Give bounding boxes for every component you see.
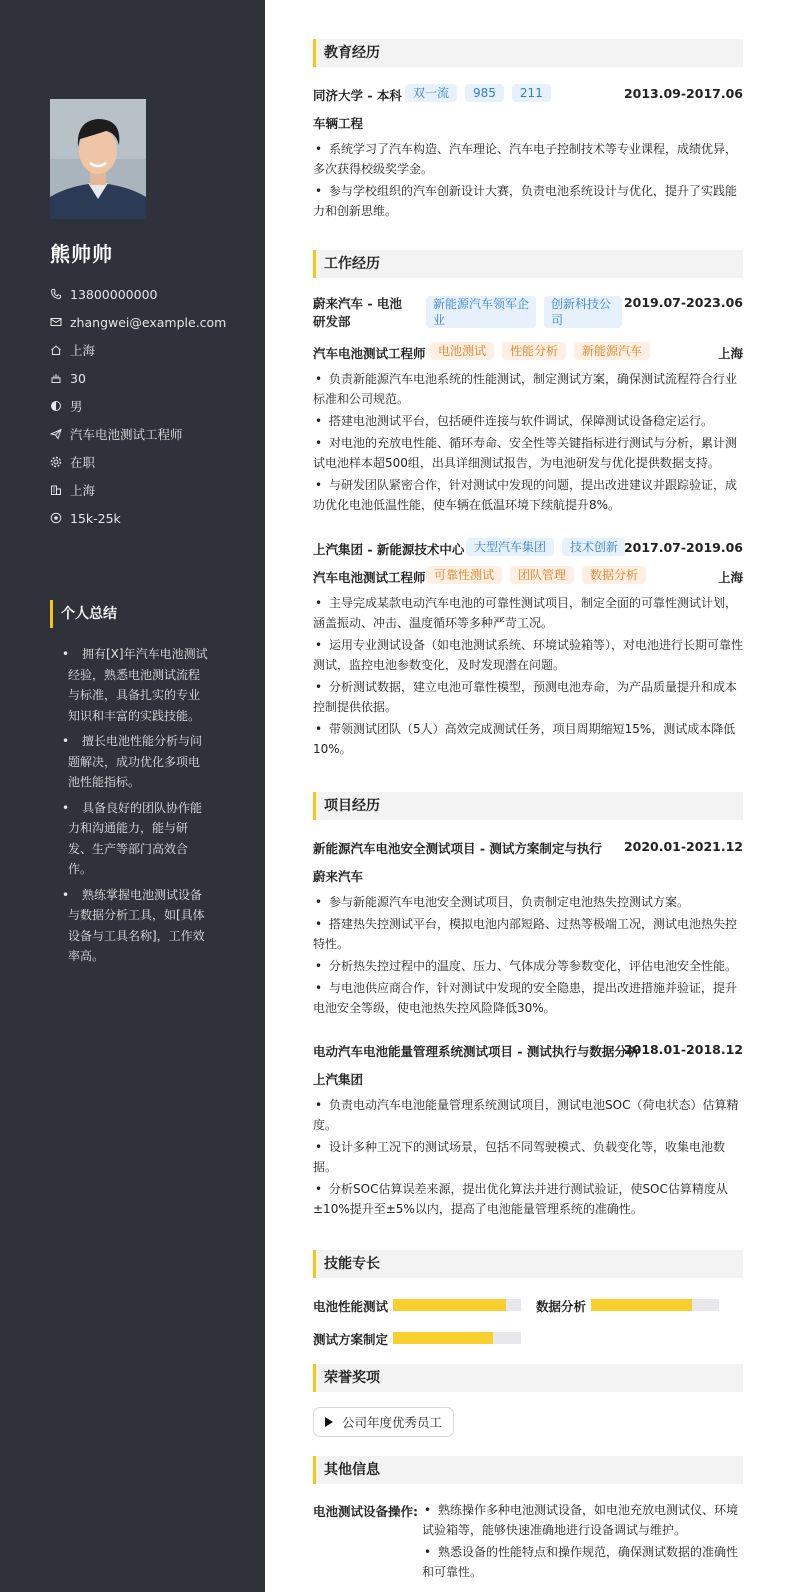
summary-item: • 擅长电池性能分析与问题解决，成功优化多项电池性能指标。 [60,731,210,793]
project-duty: • 分析热失控过程中的温度、压力、气体成分等参数变化，评估电池安全性能。 [313,956,743,976]
job-company: 蔚来汽车 - 电池研发部 [313,296,402,329]
project-duty: • 参与新能源汽车电池安全测试项目，负责制定电池热失控测试方案。 [313,892,743,912]
company-tag: 创新科技公司 [544,296,622,328]
job-role-tags [430,342,650,360]
job-role-tags [426,566,646,584]
role-tag: 性能分析 [502,342,566,360]
project-duty: • 设计多种工况下的测试场景，包括不同驾驶模式、负载变化等，收集电池数据。 [313,1137,743,1177]
skill-bar [591,1299,719,1311]
position-text: 汽车电池测试工程师 [70,427,183,442]
work-heading: 工作经历 [313,250,743,278]
role-tag: 新能源汽车 [574,342,650,360]
education-tags [405,84,551,102]
summary-heading: 个人总结 [50,600,117,628]
project-duty: • 与电池供应商合作，针对测试中发现的安全隐患，提出改进措施并验证，提升电池安全等级，使电池热失控风险降低30%。 [313,978,743,1018]
gender-row [50,392,226,420]
job-duty: • 搭建电池测试平台，包括硬件连接与软件调试，保障测试设备稳定运行。 [313,411,743,431]
education-heading: 教育经历 [313,39,743,67]
project-date: 2020.01-2021.12 [623,839,743,854]
summary-list [60,644,210,972]
gender-icon [50,400,68,412]
awards-heading: 荣誉奖项 [313,1364,743,1392]
job-duty: • 带领测试团队（5人）高效完成测试任务，项目周期缩短15%，测试成本降低10%。 [313,719,743,759]
job-company: 上汽集团 - 新能源技术中心 [313,542,465,557]
award-label: 公司年度优秀员工 [342,1415,443,1430]
phone-text: 13800000000 [70,286,158,302]
role-tag: 可靠性测试 [426,566,502,584]
address-row [50,336,226,364]
status-text: 在职 [70,455,96,470]
role-tag: 数据分析 [582,566,646,584]
job-date: 2017.07-2019.06 [623,540,743,555]
project-duties [313,1095,743,1221]
home-icon [50,344,68,356]
skill-bar [393,1299,521,1311]
job-date: 2019.07-2023.06 [623,295,743,310]
project-name: 新能源汽车电池安全测试项目 - 测试方案制定与执行 [313,841,602,856]
job-role: 汽车电池测试工程师 [313,570,426,585]
education-tag: 985 [465,84,504,102]
education-item: • 系统学习了汽车构造、汽车理论、汽车电子控制技术等专业课程，成绩优异，多次获得校级奖学金。 [313,139,743,179]
summary-item: • 具备良好的团队协作能力和沟通能力，能与研发、生产等部门高效合作。 [60,798,210,880]
education-school: 同济大学 - 本科 [313,88,402,103]
sidebar [0,0,265,1592]
contact-info [50,280,226,532]
education-date: 2013.09-2017.06 [623,86,743,101]
city-text: 上海 [70,483,96,498]
mail-icon [50,316,68,328]
role-tag: 电池测试 [430,342,494,360]
job-duty: • 主导完成某款电动汽车电池的可靠性测试项目，制定全面的可靠性测试计划，涵盖振动、冲击、温度循环等多种严苛工况。 [313,593,743,633]
cake-icon [50,372,68,384]
job-location: 上海 [717,346,743,361]
settings-icon [50,456,68,468]
other-heading: 其他信息 [313,1456,743,1484]
skills-heading: 技能专长 [313,1250,743,1278]
project-date: 2018.01-2018.12 [623,1042,743,1057]
skill-bar-fill [393,1299,506,1311]
salary-icon [50,512,68,524]
other-label: 电池测试设备操作: [313,1504,418,1519]
job-duties [313,369,743,517]
project-duty: • 分析SOC估算误差来源，提出优化算法并进行测试验证，使SOC估算精度从±10%提升至±5%以内，提高了电池能量管理系统的准确性。 [313,1179,743,1219]
job-duty: • 对电池的充放电性能、循环寿命、安全性等关键指标进行测试与分析，累计测试电池样本超500组，出具详细测试报告，为电池研发与优化提供数据支持。 [313,433,743,473]
gender-text: 男 [70,399,83,414]
skill-name: 测试方案制定 [313,1332,389,1347]
city-row [50,476,226,504]
project-org: 上汽集团 [313,1072,364,1087]
status-row [50,448,226,476]
job-duty: • 与研发团队紧密合作，针对测试中发现的问题，提出改进建议并跟踪验证，成功优化电池低温性能，使车辆在低温环境下续航提升8%。 [313,475,743,515]
job-company-tags [466,538,626,556]
company-tag: 新能源汽车领军企业 [426,296,536,328]
project-org: 蔚来汽车 [313,869,364,884]
avatar-image [50,99,146,219]
job-company-tags [426,296,622,328]
skill-bar [393,1332,521,1344]
play-icon [325,1417,333,1427]
skill-bar-fill [393,1332,493,1344]
project-name: 电动汽车电池能量管理系统测试项目 - 测试执行与数据分析 [313,1044,640,1059]
education-item: • 参与学校组织的汽车创新设计大赛，负责电池系统设计与优化，提升了实践能力和创新思维。 [313,181,743,221]
phone-icon [50,288,68,300]
other-item: • 熟练操作多种电池测试设备，如电池充放电测试仪、环境试验箱等，能够快速准确地进行设备调试与维护。 [422,1500,743,1540]
education-tag: 211 [512,84,551,102]
project-duty: • 负责电动汽车电池能量管理系统测试项目，测试电池SOC（荷电状态）估算精度。 [313,1095,743,1135]
candidate-name: 熊帅帅 [50,242,113,266]
skill-bar-fill [591,1299,692,1311]
other-item: • 熟悉设备的性能特点和操作规范，确保测试数据的准确性和可靠性。 [422,1542,743,1582]
salary-row [50,504,226,532]
building-icon [50,484,68,496]
company-tag: 技术创新 [562,538,626,556]
award-item[interactable] [313,1407,454,1437]
project-duties [313,892,743,1020]
project-duty: • 搭建热失控测试平台，模拟电池内部短路、过热等极端工况，测试电池热失控特性。 [313,914,743,954]
company-tag: 大型汽车集团 [466,538,554,556]
education-tag: 双一流 [405,84,457,102]
skill-name: 电池性能测试 [313,1299,389,1314]
job-role: 汽车电池测试工程师 [313,346,426,361]
other-list [422,1500,743,1584]
summary-item: • 拥有[X]年汽车电池测试经验，熟悉电池测试流程与标准，具备扎实的专业知识和丰富的实践技能。 [60,644,210,726]
age-text: 30 [70,370,86,386]
job-duty: • 运用专业测试设备（如电池测试系统、环境试验箱等），对电池进行长期可靠性测试，监控电池参数变化，及时发现潜在问题。 [313,635,743,675]
role-tag: 团队管理 [510,566,574,584]
skill-name: 数据分析 [536,1299,587,1314]
job-duty: • 分析测试数据，建立电池可靠性模型，预测电池寿命，为产品质量提升和成本控制提供依据。 [313,677,743,717]
address-text: 上海 [70,343,96,358]
email-text: zhangwei@example.com [70,314,227,330]
profile-photo [50,99,146,219]
job-location: 上海 [717,570,743,585]
send-icon [50,428,68,440]
education-major: 车辆工程 [313,116,364,131]
projects-heading: 项目经历 [313,792,743,820]
phone-row [50,280,226,308]
job-duty: • 负责新能源汽车电池系统的性能测试，制定测试方案，确保测试流程符合行业标准和公司规范。 [313,369,743,409]
email-row [50,308,226,336]
job-duties [313,593,743,761]
summary-item: • 熟练掌握电池测试设备与数据分析工具，如[具体设备与工具名称]，工作效率高。 [60,885,210,967]
education-list [313,139,743,223]
age-row [50,364,226,392]
salary-text: 15k-25k [70,510,121,526]
position-row [50,420,226,448]
